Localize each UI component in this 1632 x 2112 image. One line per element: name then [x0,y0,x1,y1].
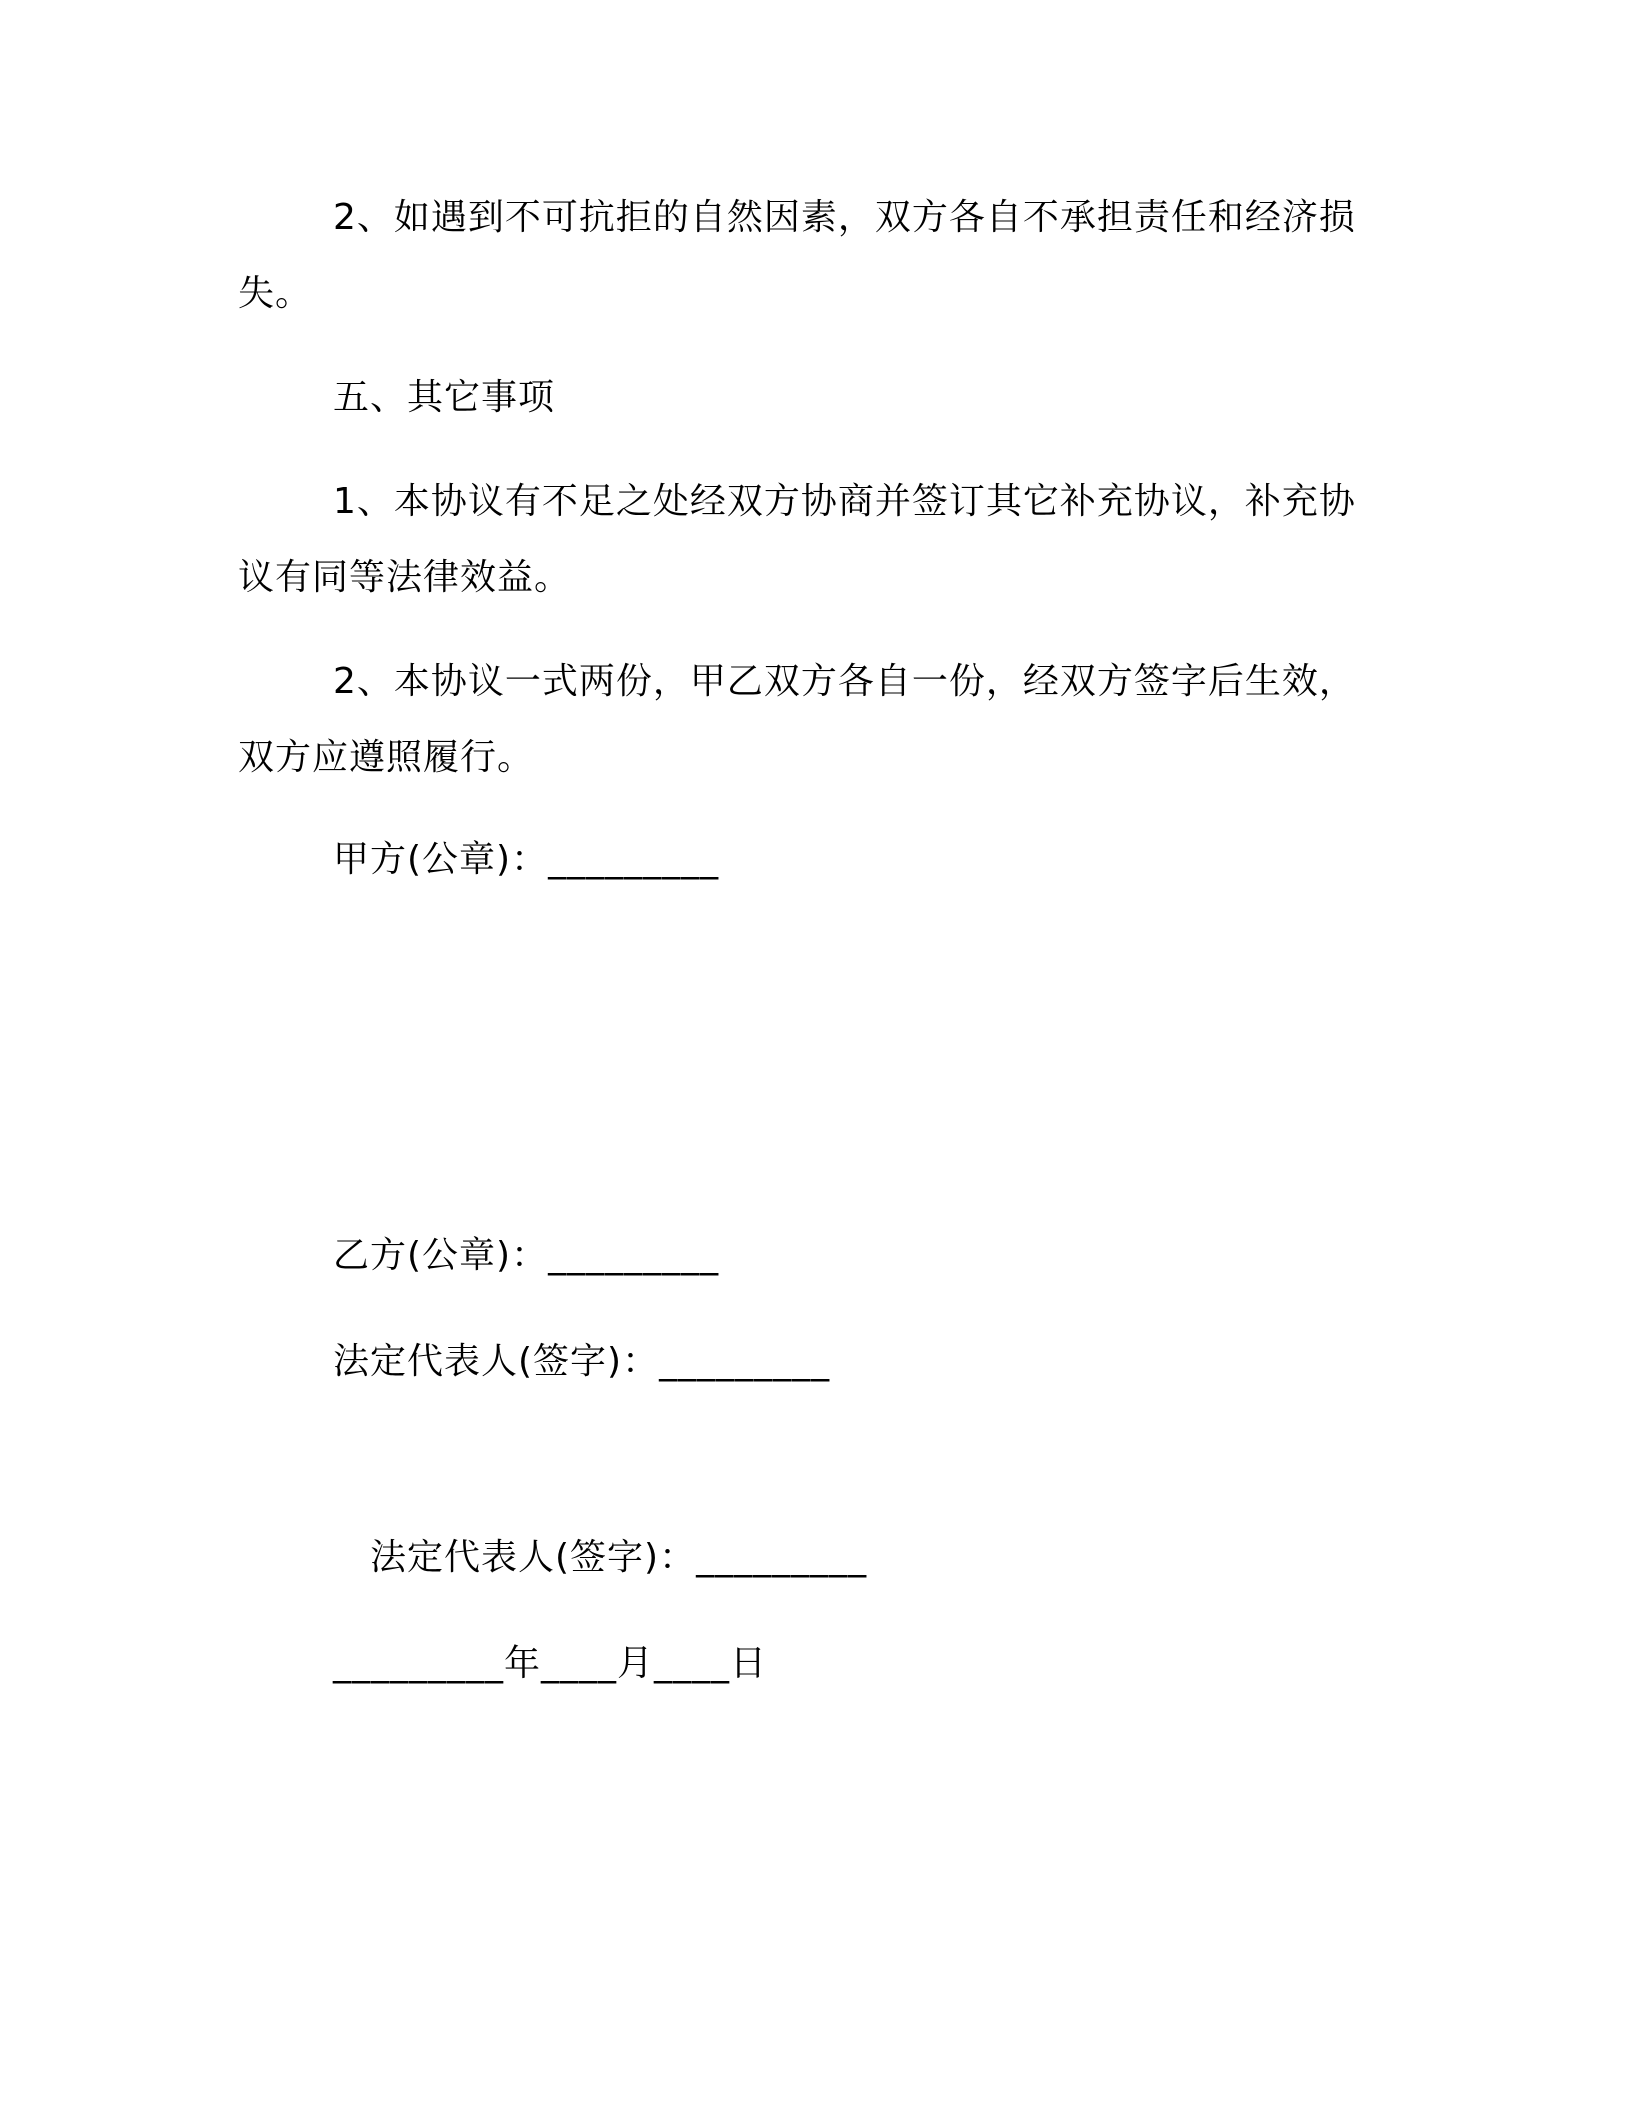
item-1-line-1: 1、本协议有不足之处经双方协商并签订其它补充协议，补充协 [333,481,1356,522]
section-heading-other-matters: 五、其它事项 [333,377,556,418]
party-b-seal-line: 乙方(公章)：_________ [333,1235,720,1276]
item-2-line-1: 2、本协议一式两份，甲乙双方各自一份，经双方签字后生效， [333,661,1356,702]
paragraph-force-majeure-line-2: 失。 [238,273,313,314]
date-line: _________年____月____日 [333,1643,767,1684]
party-a-seal-line: 甲方(公章)：_________ [333,839,720,880]
legal-representative-signature-line-2: 法定代表人(签字)：_________ [370,1537,868,1578]
legal-representative-signature-line-1: 法定代表人(签字)：_________ [333,1341,831,1382]
item-1-line-2: 议有同等法律效益。 [238,557,572,598]
paragraph-force-majeure-line-1: 2、如遇到不可抗拒的自然因素，双方各自不承担责任和经济损 [333,197,1356,238]
item-2-line-2: 双方应遵照履行。 [238,737,535,778]
